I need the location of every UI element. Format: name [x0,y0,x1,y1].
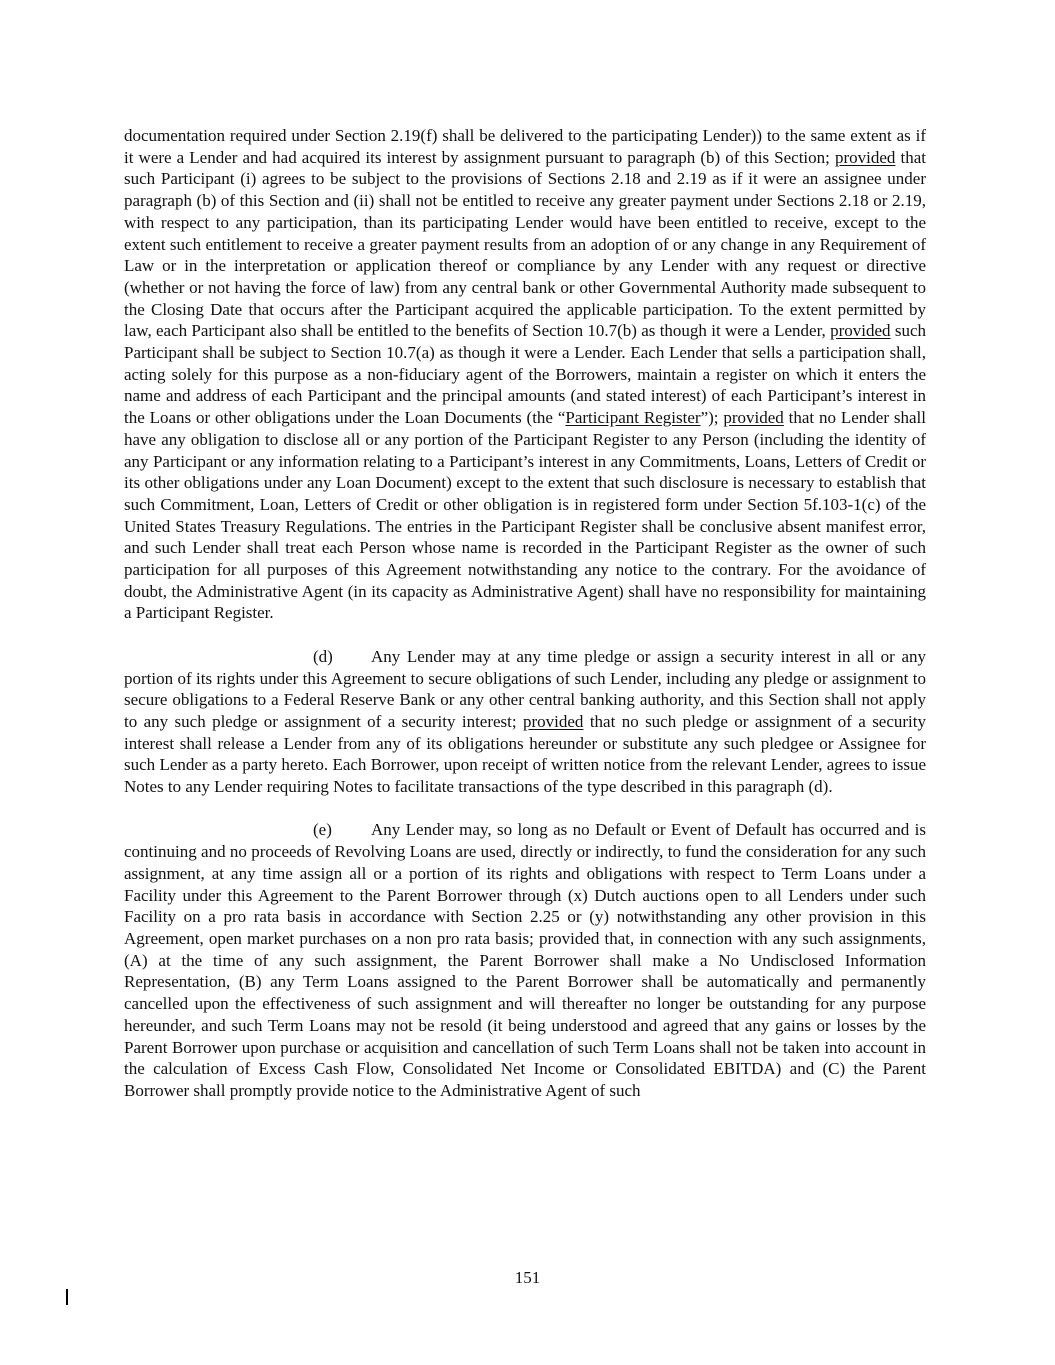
paragraph-text: Any Lender may at any time pledge or assign a security interest in all or any portion of its rights under this Agreement to secure obligations of such Lender, including any pledge or assignment to secure obligations to a Federal Reserve Bank or any other central banking authority, and this Section shall not apply to any such pledge or assignment of a security interest; [124,646,926,731]
paragraph-text: that such Participant (i) agrees to be subject to the provisions of Sections 2.18 and 2.19 as if it were an assignee under paragraph (b) of this Section and (ii) shall not be entitled to receive any greater payment under Sections 2.18 or 2.19, with respect to any participation, than its participating Lender would have been entitled to receive, except to the extent such entitlement to receive a greater payment results from an adoption of or any change in any Requirement of Law or in the interpretation or application thereof or compliance by any Lender with any request or directive (whether or not having the force of law) from any central bank or other Governmental Authority made subsequent to the Closing Date that occurs after the Participant acquired the applicable participation. To the extent permitted by law, each Participant also shall be entitled to the benefits of Section 10.7(b) as though it were a Lender, [124,147,926,341]
defined-term-provided: provided [723,408,784,428]
paragraph-text: that no Lender shall have any obligation to disclose all or any portion of the Participant Register to any Person (including the identity of any Participant or any information relating to a Participant’s interest in any Commitments, Loans, Letters of Credit or its other obligations under any Loan Document) except to the extent that such disclosure is necessary to establish that such Commitment, Loan, Letters of Credit or other obligation is in registered form under Section 5f.103-1(c) of the United States Treasury Regulations. The entries in the Participant Register shall be conclusive absent manifest error, and such Lender shall treat each Person whose name is recorded in the Participant Register as the owner of such participation for all purposes of this Agreement notwithstanding any notice to the contrary. For the avoidance of doubt, the Administrative Agent (in its capacity as Administrative Agent) shall have no responsibility for maintaining a Participant Register. [124,408,926,623]
paragraph-text: that no such pledge or assignment of a security interest shall release a Lender from any of its obligations hereunder or substitute any such pledgee or Assignee for such Lender as a party hereto. Each Borrower, upon receipt of written notice from the relevant Lender, agrees to issue Notes to any Lender requiring Notes to facilitate transactions of the type described in this paragraph (d). [124,711,927,797]
paragraph-label: (e) [313,820,332,840]
paragraph-text: Any Lender may, so long as no Default or Event of Default has occurred and is continuing and no proceeds of Revolving Loans are used, directly or indirectly, to fund the consideration for any such assignment, at any time assign all or a portion of its rights and obligations with respect to Term Loans under a Facility under this Agreement to the Parent Borrower through (x) Dutch auctions open to all Lenders under such Facility on a pro rata basis in accordance with Section 2.25 or (y) notwithstanding any other provision in this Agreement, open market purchases on a non pro rata basis; provided that, in connection with any such assignments, (A) at the time of any such assignment, the Parent Borrower shall make a No Undisclosed Information Representation, (B) any Term Loans assigned to the Parent Borrower shall be automatically and permanently cancelled upon the effectiveness of such assignment and will thereafter no longer be outstanding for any purpose hereunder, and such Term Loans may not be resold (it being understood and agreed that any gains or losses by the Parent Borrower upon purchase or acquisition and cancellation of such Term Loans shall not be taken into account in the calculation of Excess Cash Flow, Consolidated Net Income or Consolidated EBITDA) and (C) the Parent Borrower shall promptly provide notice to the Administrative Agent of such [124,820,926,1100]
document-page [124,125,926,1102]
defined-term-provided: provided [834,147,896,167]
defined-term-provided: provided [830,321,891,341]
page-number: 151 [514,1268,541,1287]
paragraph-label: (d) [313,646,333,666]
paragraph-text: documentation required under Section 2.19(f) shall be delivered to the participating Lender)) to the same extent as if it were a Lender and had acquired its interest by assignment pursuant to paragraph (b) of this Section; [124,126,926,167]
revision-bar [66,1289,68,1305]
defined-term-participant-register: Participant Register [565,408,701,428]
defined-term-provided: provided [523,711,584,731]
paragraph-d [124,646,926,798]
paragraph-continued [124,125,926,624]
paragraph-text: such Participant shall be subject to Section 10.7(a) as though it were a Lender. Each Lender that sells a participation shall, acting solely for this purpose as a non-fiduciary agent of the Borrowers, maintain a register on which it enters the name and address of each Participant and the principal amounts (and stated interest) of each Participant’s interest in the Loans or other obligations under the Loan Documents (the “ [124,321,926,428]
paragraph-text: ”); [700,408,724,428]
paragraph-e [124,819,926,1101]
